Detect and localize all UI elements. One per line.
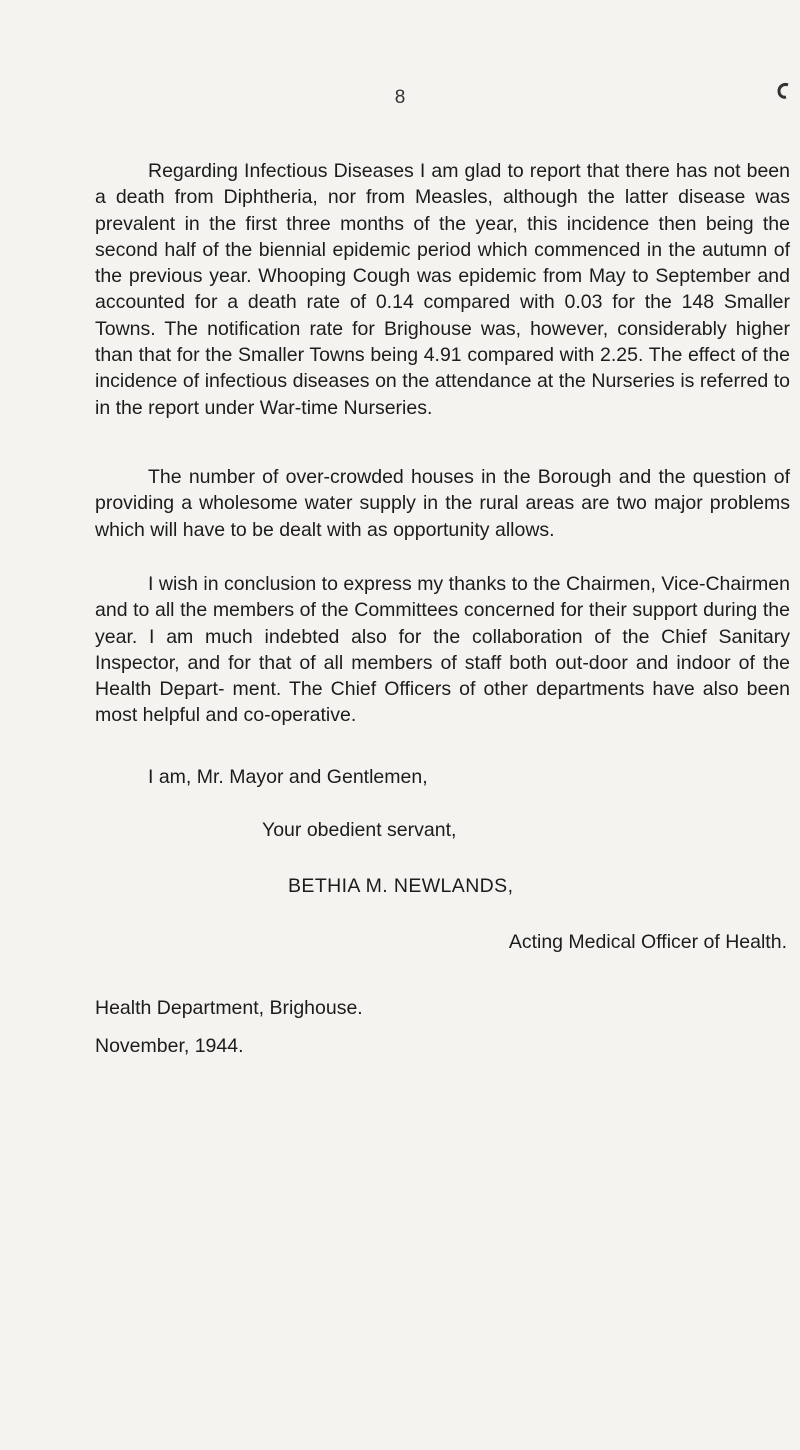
- page-number: 8: [394, 87, 406, 108]
- closing-salutation: I am, Mr. Mayor and Gentlemen,: [148, 766, 428, 788]
- paragraph-thanks: I wish in conclusion to express my thanks to the Chairmen, Vice-Chairmen and to all the members of the Committees concerned for their support during the year. I am much indebted also for the collaboration of the Chief Sanitary Inspector, and for that of all members of staff both out-door and indoor of the Health Depart- ment. The Chief Officers of other departments have also been most helpful and co-operative.: [95, 573, 790, 727]
- footer-date: November, 1944.: [95, 1035, 244, 1057]
- closing-obedient-servant: Your obedient servant,: [262, 819, 457, 841]
- signatory-name: BETHIA M. NEWLANDS,: [288, 875, 514, 897]
- paragraph-housing-water: The number of over-crowded houses in the Borough and the question of providing a wholesome water supply in the rural areas are two major problems which will have to be dealt with as opportunity allows.: [95, 466, 790, 541]
- paragraph-infectious-diseases: Regarding Infectious Diseases I am glad to report that there has not been a death from Diphtheria, nor from Measles, although the latter disease was prevalent in the first three months of the year, this incidence then being the second half of the biennial epidemic period which commenced in the autumn of the previous year. Whooping Cough was epidemic from May to September and accounted for a death rate of 0.14 compared with 0.03 for the 148 Smaller Towns. The notification rate for Brighouse was, however, considerably higher than that for the Smaller Towns being 4.91 compared with 2.25. The effect of the incidence of infectious diseases on the attendance at the Nurseries is referred to in the report under War-time Nurseries.: [95, 160, 790, 419]
- signatory-title: Acting Medical Officer of Health.: [508, 931, 787, 953]
- footer-address: Health Department, Brighouse.: [95, 997, 363, 1019]
- corner-mark-icon: [777, 82, 791, 100]
